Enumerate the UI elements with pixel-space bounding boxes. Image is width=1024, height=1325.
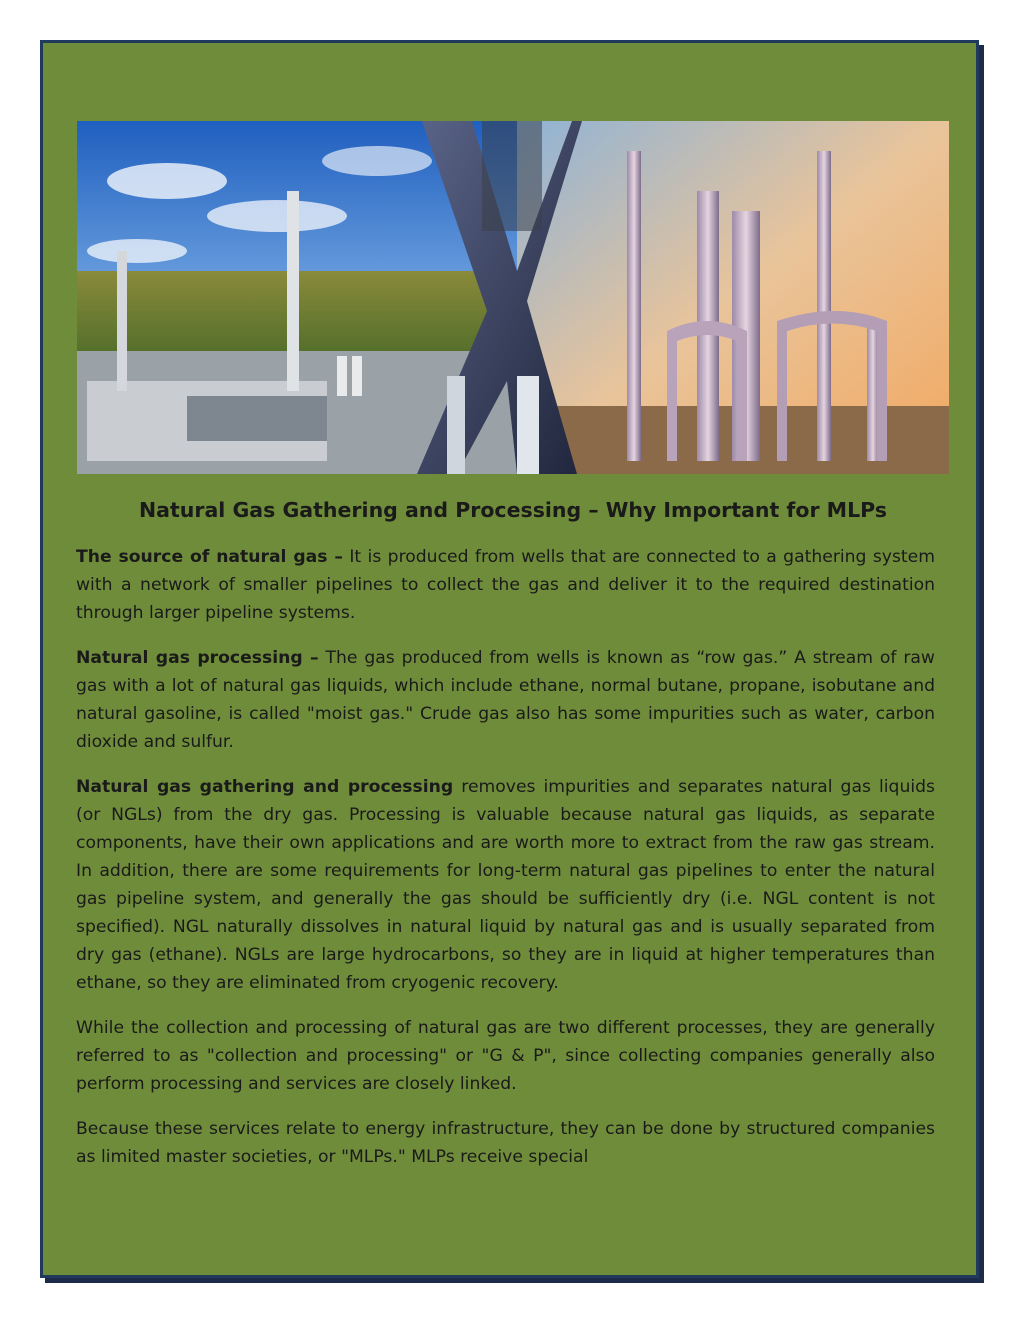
paragraph-text: removes impurities and separates natural gas liquids (or NGLs) from the dry gas. Processing is valuable because natural gas liquids, as separate components, have their own applications and are worth more to extract from the raw gas stream. In addition, there are some requirements for long-term natural gas pipelines to enter the natural gas pipeline system, and generally the gas should be sufficiently dry (i.e. NGL content is not specified). NGL naturally dissolves in natural liquid by natural gas and is usually separated from dry gas (ethane). NGLs are large hydrocarbons, so they are in liquid at higher temperatures than ethane, so they are eliminated from cryogenic recovery. [76, 777, 935, 993]
paragraph-lead: The source of natural gas – [76, 547, 343, 567]
paragraph-text: Because these services relate to energy infrastructure, they can be done by structured companies as limited master societies, or "MLPs." MLPs receive special [76, 1119, 935, 1167]
paragraph-gathering-and-processing [76, 773, 935, 997]
industrial-plant-image [77, 121, 949, 474]
paragraph-lead: Natural gas gathering and processing [76, 777, 454, 797]
paragraph-text: The gas produced from wells is known as “row gas.” A stream of raw gas with a lot of natural gas liquids, which include ethane, normal butane, propane, isobutane and natural gasoline, is called "moist gas." Crude gas also has some impurities such as water, carbon dioxide and sulfur. [76, 648, 935, 752]
article-body [76, 543, 935, 1188]
paragraph-collection-and-processing [76, 1014, 935, 1098]
paragraph-mlps [76, 1115, 935, 1171]
article-title: Natural Gas Gathering and Processing – Why Important for MLPs [138, 498, 888, 522]
paragraph-natural-gas-processing [76, 644, 935, 756]
paragraph-text: It is produced from wells that are connected to a gathering system with a network of smaller pipelines to collect the gas and deliver it to the required destination through larger pipeline systems. [76, 547, 935, 623]
paragraph-lead: Natural gas processing – [76, 648, 319, 668]
paragraph-text: While the collection and processing of natural gas are two different processes, they are generally referred to as "collection and processing" or "G & P", since collecting companies generally also perform processing and services are closely linked. [76, 1018, 935, 1094]
paragraph-natural-gas-source [76, 543, 935, 627]
